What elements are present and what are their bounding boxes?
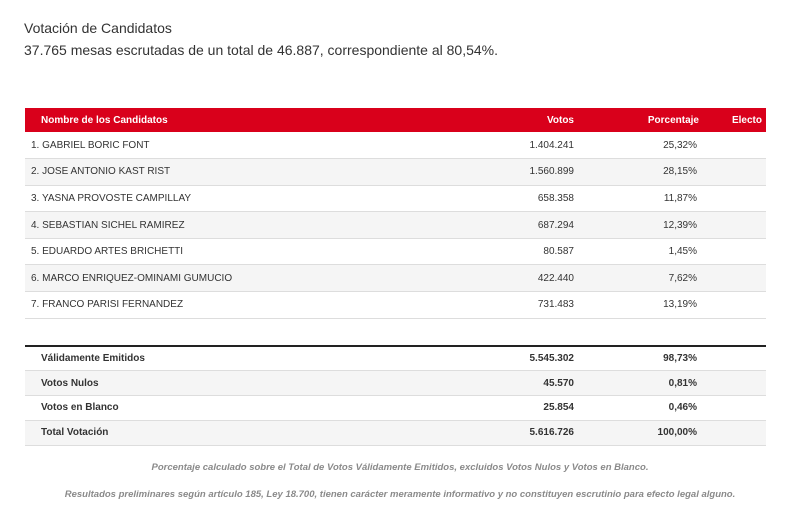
candidate-name: 5. EDUARDO ARTES BRICHETTI xyxy=(31,246,184,258)
candidate-name: 1. GABRIEL BORIC FONT xyxy=(31,139,150,151)
table-row xyxy=(25,292,766,319)
candidate-votes: 80.587 xyxy=(543,246,574,258)
candidate-percent: 13,19% xyxy=(663,299,697,311)
candidate-elected xyxy=(711,159,766,186)
calculation-note: Porcentaje calculado sobre el Total de Votos Válidamente Emitidos, excluidos Votos Nulos y Votos en Blanco. xyxy=(151,462,649,473)
candidate-name: 7. FRANCO PARISI FERNANDEZ xyxy=(31,299,184,311)
candidate-elected xyxy=(711,212,766,239)
candidate-percent: 7,62% xyxy=(668,272,697,284)
candidate-percent: 12,39% xyxy=(663,219,697,231)
totals-label: Votos en Blanco xyxy=(41,402,119,414)
table-row xyxy=(25,185,766,212)
totals-votes: 5.616.726 xyxy=(529,427,574,439)
totals-table xyxy=(25,345,766,446)
candidate-name: 2. JOSE ANTONIO KAST RIST xyxy=(31,166,171,178)
candidate-percent: 28,15% xyxy=(663,166,697,178)
totals-row-valid xyxy=(25,346,766,371)
candidate-elected xyxy=(711,185,766,212)
totals-label: Válidamente Emitidos xyxy=(41,353,145,365)
candidate-percent: 1,45% xyxy=(668,246,697,258)
candidate-name: 6. MARCO ENRIQUEZ-OMINAMI GUMUCIO xyxy=(31,272,233,284)
table-row xyxy=(25,238,766,265)
totals-empty-cell xyxy=(711,420,766,445)
table-row xyxy=(25,159,766,186)
disclaimer-note: Resultados preliminares según artículo 185, Ley 18.700, tienen carácter meramente informativo y no constituyen escrutinio para efecto legal alguno. xyxy=(64,489,736,500)
candidate-votes: 687.294 xyxy=(537,219,574,231)
column-header-percent: Porcentaje xyxy=(647,114,699,126)
totals-row-total xyxy=(25,420,766,445)
totals-empty-cell xyxy=(711,396,766,421)
totals-votes: 5.545.302 xyxy=(529,353,574,365)
totals-percent: 0,81% xyxy=(668,377,697,389)
candidate-name: 4. SEBASTIAN SICHEL RAMIREZ xyxy=(31,219,185,231)
totals-percent: 98,73% xyxy=(663,353,697,365)
table-row xyxy=(25,212,766,239)
candidate-percent: 11,87% xyxy=(663,192,697,204)
totals-row-blank xyxy=(25,396,766,421)
totals-empty-cell xyxy=(711,346,766,371)
candidate-elected xyxy=(711,265,766,292)
candidate-votes: 731.483 xyxy=(537,299,574,311)
totals-label: Total Votación xyxy=(41,427,109,439)
totals-percent: 100,00% xyxy=(657,427,697,439)
table-row xyxy=(25,132,766,159)
totals-votes: 45.570 xyxy=(543,377,574,389)
page-subtitle: 37.765 mesas escrutadas de un total de 46.887, correspondiente al 80,54%. xyxy=(24,42,498,58)
totals-row-null xyxy=(25,371,766,396)
candidate-votes: 1.404.241 xyxy=(529,139,574,151)
page-title: Votación de Candidatos xyxy=(24,20,172,36)
candidates-table xyxy=(25,108,766,319)
candidate-votes: 658.358 xyxy=(537,192,574,204)
candidate-elected xyxy=(711,238,766,265)
candidate-elected xyxy=(711,292,766,319)
table-header-row xyxy=(25,108,766,132)
candidate-elected xyxy=(711,132,766,159)
totals-percent: 0,46% xyxy=(668,402,697,414)
column-header-votes: Votos xyxy=(546,114,574,126)
candidate-percent: 25,32% xyxy=(663,139,697,151)
column-header-elected: Electo xyxy=(731,114,762,126)
column-header-name: Nombre de los Candidatos xyxy=(41,114,168,126)
table-row xyxy=(25,265,766,292)
candidate-votes: 422.440 xyxy=(537,272,574,284)
candidate-name: 3. YASNA PROVOSTE CAMPILLAY xyxy=(31,192,192,204)
totals-empty-cell xyxy=(711,371,766,396)
totals-label: Votos Nulos xyxy=(41,377,99,389)
candidate-votes: 1.560.899 xyxy=(529,166,574,178)
totals-votes: 25.854 xyxy=(543,402,574,414)
